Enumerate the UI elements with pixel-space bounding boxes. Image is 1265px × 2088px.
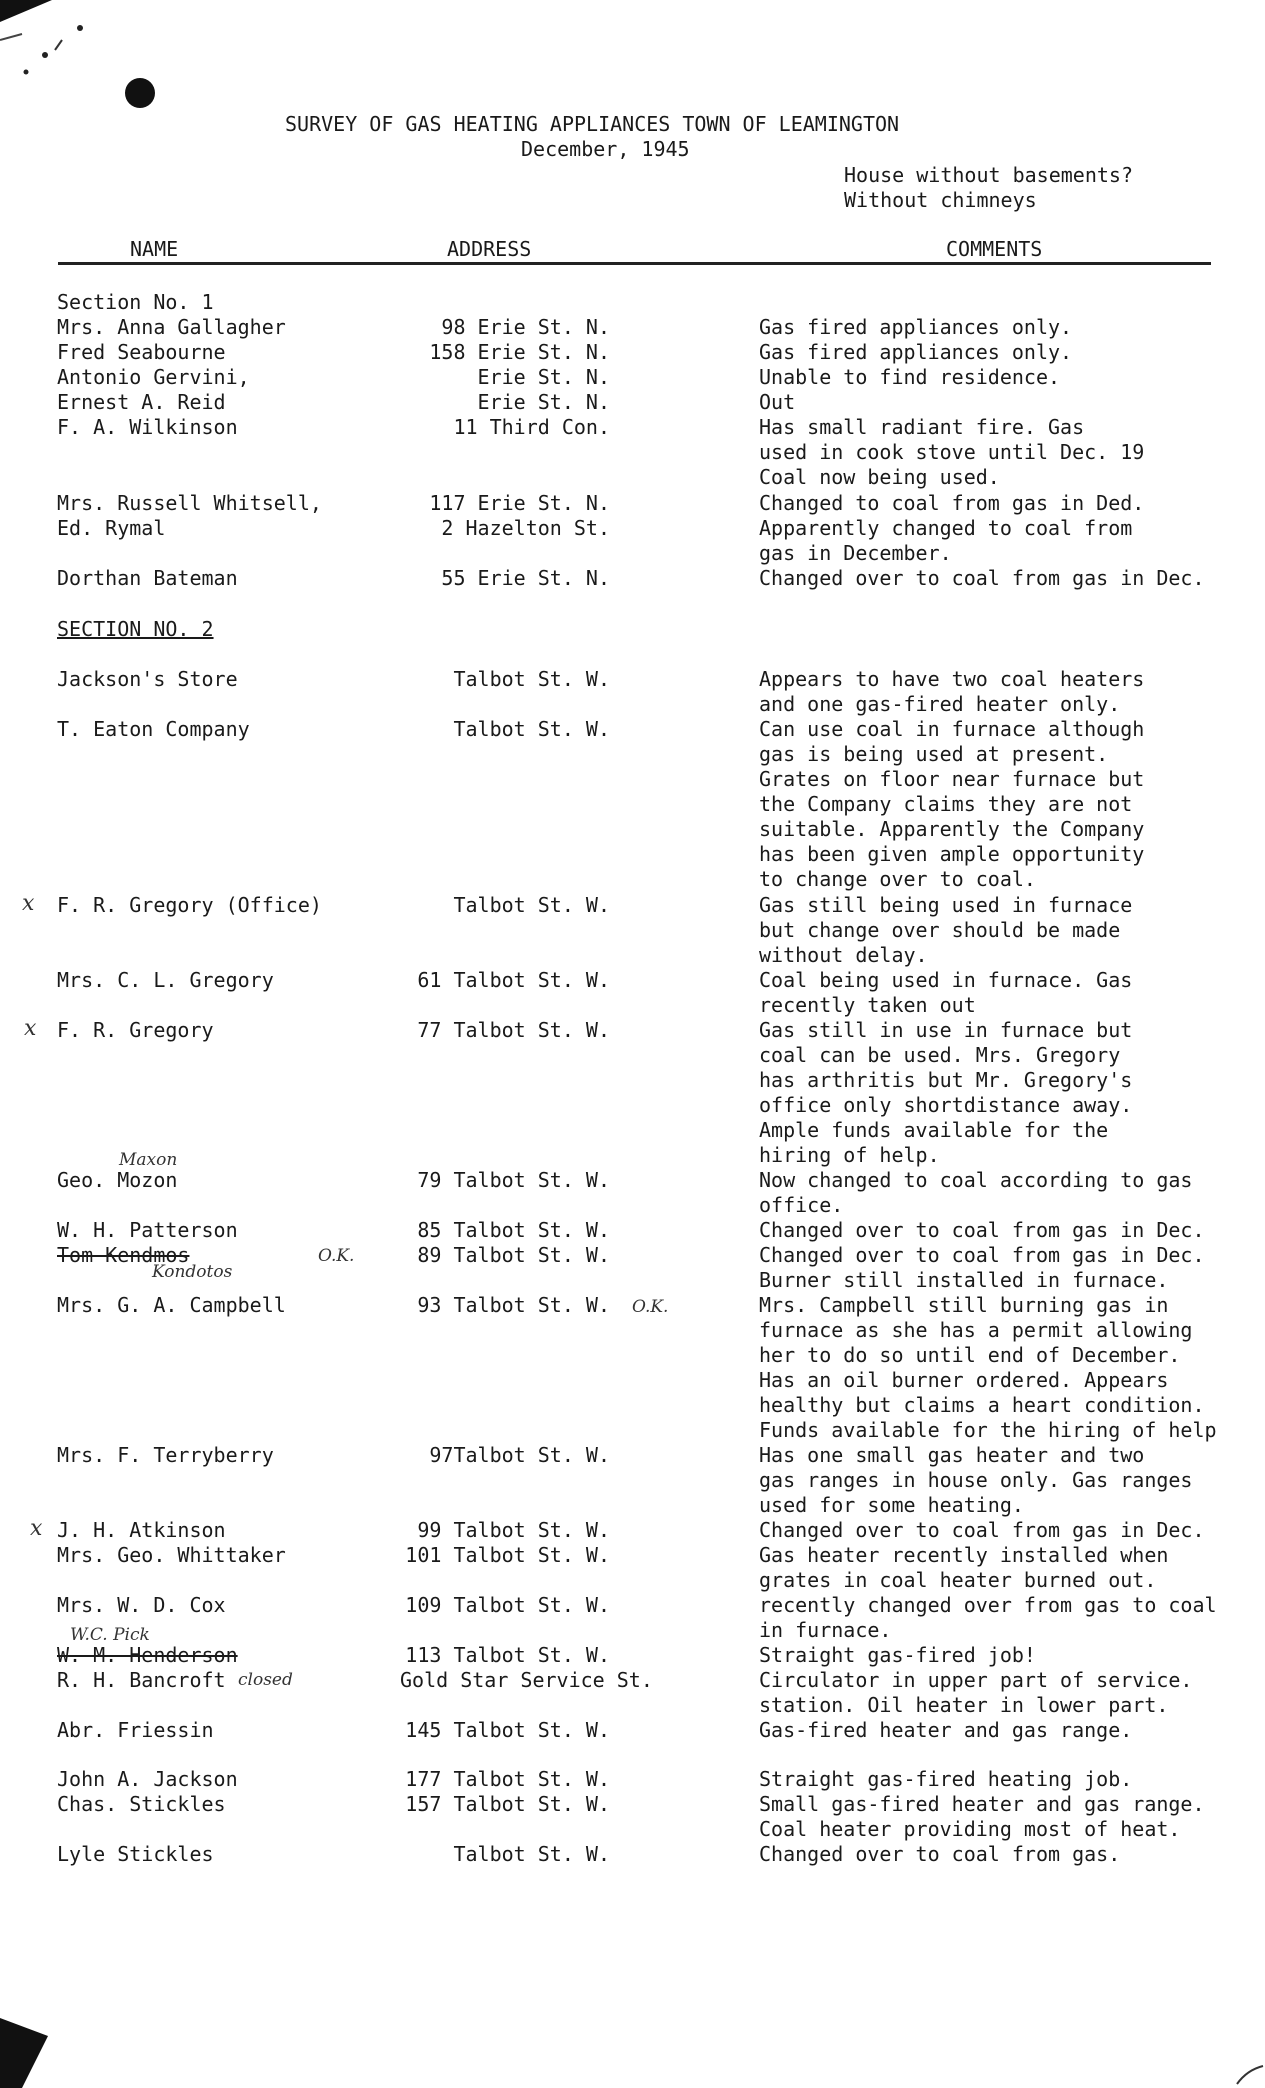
comment-line: Now changed to coal according to gas xyxy=(759,1168,1193,1192)
resident-name: Antonio Gervini, xyxy=(57,365,250,389)
resident-name: F. A. Wilkinson xyxy=(57,415,238,439)
comment-line: Changed over to coal from gas in Dec. xyxy=(759,1243,1205,1267)
check-mark: x xyxy=(30,1516,43,1541)
punch-hole xyxy=(125,78,155,108)
comment-line: gas ranges in house only. Gas ranges xyxy=(759,1468,1193,1492)
comment-line: Changed over to coal from gas. xyxy=(759,1842,1121,1866)
comment-line: to change over to coal. xyxy=(759,867,1036,891)
resident-address: Talbot St. W. xyxy=(453,1842,610,1866)
resident-name: Ed. Rymal xyxy=(57,516,166,540)
resident-address: 11 Third Con. xyxy=(453,415,610,439)
resident-comments xyxy=(759,1018,1132,1168)
question-note-line: House without basements? xyxy=(844,163,1133,187)
comment-line: Small gas-fired heater and gas range. xyxy=(759,1792,1205,1816)
comment-line: without delay. xyxy=(759,943,928,967)
resident-address: 157 Talbot St. W. xyxy=(405,1792,610,1816)
resident-name: R. H. Bancroft xyxy=(57,1668,226,1692)
comment-line: Gas-fired heater and gas range. xyxy=(759,1718,1133,1742)
comment-line: grates in coal heater burned out. xyxy=(759,1568,1157,1592)
resident-comments xyxy=(759,1718,1132,1743)
resident-comments xyxy=(759,1218,1205,1243)
comment-line: in furnace. xyxy=(759,1618,892,1642)
resident-name: Fred Seabourne xyxy=(57,340,226,364)
resident-address: Erie St. N. xyxy=(477,365,610,389)
resident-comments xyxy=(759,516,1132,566)
resident-address: 2 Hazelton St. xyxy=(441,516,610,540)
resident-name: Mrs. Anna Gallagher xyxy=(57,315,286,339)
resident-name: W. M. Henderson xyxy=(57,1643,238,1667)
resident-address: 101 Talbot St. W. xyxy=(405,1543,610,1567)
resident-address: 61 Talbot St. W. xyxy=(417,968,610,992)
comment-line: gas in December. xyxy=(759,541,952,565)
resident-comments xyxy=(759,1293,1217,1443)
resident-name: Tom Kendmos xyxy=(57,1243,190,1267)
check-mark: x xyxy=(24,1016,37,1041)
comment-line: Changed to coal from gas in Ded. xyxy=(759,491,1145,515)
comment-line: but change over should be made xyxy=(759,918,1121,942)
resident-address: Talbot St. W. xyxy=(453,667,610,691)
comment-line: suitable. Apparently the Company xyxy=(759,817,1145,841)
comment-line: Has one small gas heater and two xyxy=(759,1443,1145,1467)
resident-name: Ernest A. Reid xyxy=(57,390,226,414)
handwritten-margin-note: O.K. xyxy=(632,1297,669,1317)
check-mark: x xyxy=(22,891,35,916)
resident-name: Geo. Mozon xyxy=(57,1168,178,1192)
comment-line: the Company claims they are not xyxy=(759,792,1133,816)
comment-line: Gas still being used in furnace xyxy=(759,893,1133,917)
comment-line: office. xyxy=(759,1193,844,1217)
resident-comments xyxy=(759,365,1060,390)
resident-address: 98 Erie St. N. xyxy=(441,315,610,339)
resident-comments xyxy=(759,1593,1217,1643)
comment-line: recently changed over from gas to coal xyxy=(759,1593,1217,1617)
resident-comments xyxy=(759,968,1132,1018)
comment-line: has arthritis but Mr. Gregory's xyxy=(759,1068,1133,1092)
comment-line: Straight gas-fired job! xyxy=(759,1643,1036,1667)
resident-address: Talbot St. W. xyxy=(453,717,610,741)
resident-name: Mrs. G. A. Campbell xyxy=(57,1293,286,1317)
section-label: SECTION NO. 2 xyxy=(57,617,214,641)
comment-line: Circulator in upper part of service. xyxy=(759,1668,1193,1692)
resident-comments xyxy=(759,1243,1205,1293)
comment-line: Ample funds available for the xyxy=(759,1118,1109,1142)
resident-address: 79 Talbot St. W. xyxy=(417,1168,610,1192)
comment-line: Gas fired appliances only. xyxy=(759,315,1073,339)
resident-address: 97Talbot St. W. xyxy=(429,1443,610,1467)
comment-line: healthy but claims a heart condition. xyxy=(759,1393,1205,1417)
resident-address: Talbot St. W. xyxy=(453,893,610,917)
resident-comments xyxy=(759,415,1144,490)
resident-name: Lyle Stickles xyxy=(57,1842,214,1866)
comment-line: station. Oil heater in lower part. xyxy=(759,1693,1169,1717)
section-label: Section No. 1 xyxy=(57,290,214,314)
resident-name: Mrs. F. Terryberry xyxy=(57,1443,274,1467)
resident-comments xyxy=(759,1842,1120,1867)
resident-name: John A. Jackson xyxy=(57,1767,238,1791)
comment-line: Changed over to coal from gas in Dec. xyxy=(759,1218,1205,1242)
resident-comments xyxy=(759,667,1144,717)
comment-line: Changed over to coal from gas in Dec. xyxy=(759,566,1205,590)
resident-address: 158 Erie St. N. xyxy=(429,340,610,364)
comment-line: has been given ample opportunity xyxy=(759,842,1145,866)
comment-line: Apparently changed to coal from xyxy=(759,516,1133,540)
resident-name: Mrs. C. L. Gregory xyxy=(57,968,274,992)
comment-line: hiring of help. xyxy=(759,1143,940,1167)
resident-name: F. R. Gregory xyxy=(57,1018,214,1042)
resident-comments xyxy=(759,1543,1168,1593)
handwritten-margin-note: O.K. xyxy=(318,1246,355,1266)
comment-line: Funds available for the hiring of help xyxy=(759,1418,1217,1442)
comment-line: Unable to find residence. xyxy=(759,365,1061,389)
resident-address: 99 Talbot St. W. xyxy=(417,1518,610,1542)
document-title: SURVEY OF GAS HEATING APPLIANCES TOWN OF LEAMINGTON xyxy=(285,112,900,136)
corner-mark-bottom-right xyxy=(1235,2060,1265,2088)
handwritten-note: closed xyxy=(238,1670,293,1690)
resident-address: 117 Erie St. N. xyxy=(429,491,610,515)
comment-line: Coal now being used. xyxy=(759,465,1000,489)
comment-line: Can use coal in furnace although xyxy=(759,717,1145,741)
comment-line: Straight gas-fired heating job. xyxy=(759,1767,1133,1791)
resident-address: 109 Talbot St. W. xyxy=(405,1593,610,1617)
header-rule xyxy=(58,262,1211,265)
comment-line: Gas still in use in furnace but xyxy=(759,1018,1133,1042)
resident-comments xyxy=(759,717,1144,892)
resident-name: Mrs. Geo. Whittaker xyxy=(57,1543,286,1567)
comment-line: furnace as she has a permit allowing xyxy=(759,1318,1193,1342)
comment-line: Coal heater providing most of heat. xyxy=(759,1817,1181,1841)
comment-line: her to do so until end of December. xyxy=(759,1343,1181,1367)
resident-name: Dorthan Bateman xyxy=(57,566,238,590)
resident-comments xyxy=(759,491,1144,516)
column-header-address: ADDRESS xyxy=(447,237,532,261)
column-header-name: NAME xyxy=(130,237,179,261)
handwritten-correction: Kondotos xyxy=(152,1262,233,1282)
resident-name: Abr. Friessin xyxy=(57,1718,214,1742)
comment-line: Grates on floor near furnace but xyxy=(759,767,1145,791)
corner-mark-top-left xyxy=(0,0,110,90)
resident-name: J. H. Atkinson xyxy=(57,1518,226,1542)
resident-comments xyxy=(759,340,1072,365)
comment-line: Gas fired appliances only. xyxy=(759,340,1073,364)
resident-address: Gold Star Service St. xyxy=(400,1668,653,1692)
comment-line: Changed over to coal from gas in Dec. xyxy=(759,1518,1205,1542)
resident-address: 145 Talbot St. W. xyxy=(405,1718,610,1742)
comment-line: recently taken out xyxy=(759,993,976,1017)
resident-comments xyxy=(759,1767,1132,1792)
comment-line: Mrs. Campbell still burning gas in xyxy=(759,1293,1169,1317)
resident-comments xyxy=(759,1443,1192,1518)
resident-comments xyxy=(759,1518,1205,1543)
resident-comments xyxy=(759,566,1205,591)
comment-line: Burner still installed in furnace. xyxy=(759,1268,1169,1292)
comment-line: Appears to have two coal heaters xyxy=(759,667,1145,691)
resident-name: Chas. Stickles xyxy=(57,1792,226,1816)
resident-name: Mrs. Russell Whitsell, xyxy=(57,491,322,515)
comment-line: Coal being used in furnace. Gas xyxy=(759,968,1133,992)
resident-address: 113 Talbot St. W. xyxy=(405,1643,610,1667)
resident-address: 85 Talbot St. W. xyxy=(417,1218,610,1242)
resident-name: T. Eaton Company xyxy=(57,717,250,741)
resident-address: 93 Talbot St. W. xyxy=(417,1293,610,1317)
resident-name: F. R. Gregory (Office) xyxy=(57,893,322,917)
resident-comments xyxy=(759,1643,1036,1668)
resident-address: 55 Erie St. N. xyxy=(441,566,610,590)
corner-mark-bottom-left xyxy=(0,2010,60,2088)
comment-line: and one gas-fired heater only. xyxy=(759,692,1121,716)
resident-comments xyxy=(759,1168,1192,1218)
resident-address: 77 Talbot St. W. xyxy=(417,1018,610,1042)
comment-line: coal can be used. Mrs. Gregory xyxy=(759,1043,1121,1067)
question-note-line: Without chimneys xyxy=(844,188,1037,212)
resident-address: 89 Talbot St. W. xyxy=(417,1243,610,1267)
resident-address: 177 Talbot St. W. xyxy=(405,1767,610,1791)
resident-address: Erie St. N. xyxy=(477,390,610,414)
resident-comments xyxy=(759,893,1132,968)
resident-comments xyxy=(759,390,795,415)
comment-line: Has an oil burner ordered. Appears xyxy=(759,1368,1169,1392)
comment-line: used in cook stove until Dec. 19 xyxy=(759,440,1145,464)
resident-comments xyxy=(759,1668,1192,1718)
resident-comments xyxy=(759,1792,1205,1842)
handwritten-correction: Maxon xyxy=(119,1150,178,1170)
resident-name: Jackson's Store xyxy=(57,667,238,691)
comment-line: Has small radiant fire. Gas xyxy=(759,415,1085,439)
document-date: December, 1945 xyxy=(521,137,690,161)
column-header-comments: COMMENTS xyxy=(946,237,1043,261)
comment-line: office only shortdistance away. xyxy=(759,1093,1133,1117)
comment-line: used for some heating. xyxy=(759,1493,1024,1517)
resident-comments xyxy=(759,315,1072,340)
comment-line: gas is being used at present. xyxy=(759,742,1109,766)
comment-line: Out xyxy=(759,390,796,414)
resident-name: W. H. Patterson xyxy=(57,1218,238,1242)
comment-line: Gas heater recently installed when xyxy=(759,1543,1169,1567)
handwritten-correction: W.C. Pick xyxy=(70,1625,150,1645)
question-note xyxy=(844,163,1133,213)
resident-name: Mrs. W. D. Cox xyxy=(57,1593,226,1617)
